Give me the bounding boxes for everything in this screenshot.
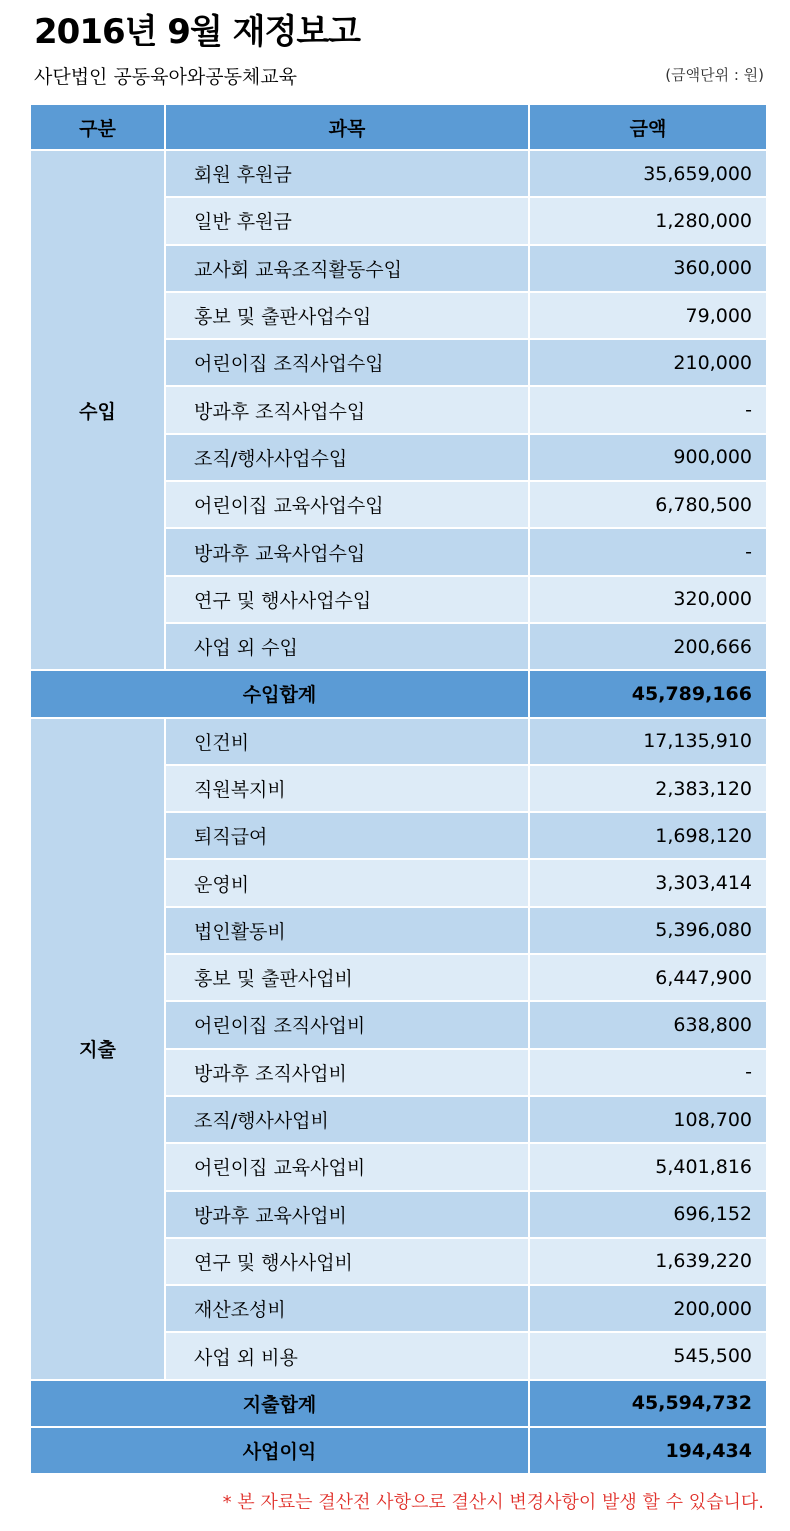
item-name: 어린이집 조직사업수입 bbox=[166, 340, 528, 385]
income-total-label: 수입합계 bbox=[31, 671, 528, 716]
currency-unit-note: (금액단위 : 원) bbox=[665, 66, 764, 84]
profit-row bbox=[31, 1428, 766, 1473]
item-name: 어린이집 교육사업비 bbox=[166, 1144, 528, 1189]
item-name: 일반 후원금 bbox=[166, 198, 528, 243]
item-amount: 17,135,910 bbox=[530, 719, 766, 764]
item-amount: 6,780,500 bbox=[530, 482, 766, 527]
item-amount: 696,152 bbox=[530, 1192, 766, 1237]
item-name: 교사회 교육조직활동수입 bbox=[166, 246, 528, 291]
item-name: 방과후 교육사업수입 bbox=[166, 529, 528, 574]
header-item: 과목 bbox=[166, 105, 528, 149]
item-name: 연구 및 행사사업수입 bbox=[166, 577, 528, 622]
item-amount: 1,280,000 bbox=[530, 198, 766, 243]
item-amount: 2,383,120 bbox=[530, 766, 766, 811]
item-name: 법인활동비 bbox=[166, 908, 528, 953]
item-amount: 545,500 bbox=[530, 1333, 766, 1378]
item-name: 연구 및 행사사업비 bbox=[166, 1239, 528, 1284]
item-amount: 5,396,080 bbox=[530, 908, 766, 953]
expense-total-row bbox=[31, 1381, 766, 1426]
item-name: 조직/행사사업비 bbox=[166, 1097, 528, 1142]
item-name: 어린이집 교육사업수입 bbox=[166, 482, 528, 527]
item-amount: 1,639,220 bbox=[530, 1239, 766, 1284]
expense-category-cell: 지출 bbox=[31, 719, 164, 1379]
item-amount: 360,000 bbox=[530, 246, 766, 291]
item-amount: 108,700 bbox=[530, 1097, 766, 1142]
item-amount: 200,000 bbox=[530, 1286, 766, 1331]
page-title: 2016년 9월 재정보고 bbox=[34, 12, 361, 52]
item-name: 사업 외 수입 bbox=[166, 624, 528, 669]
item-name: 홍보 및 출판사업비 bbox=[166, 955, 528, 1000]
finance-table bbox=[29, 103, 768, 1475]
item-amount: 6,447,900 bbox=[530, 955, 766, 1000]
item-amount: 210,000 bbox=[530, 340, 766, 385]
item-name: 홍보 및 출판사업수입 bbox=[166, 293, 528, 338]
income-category-cell: 수입 bbox=[31, 151, 164, 669]
item-amount: 200,666 bbox=[530, 624, 766, 669]
header-amount: 금액 bbox=[530, 105, 766, 149]
item-amount: 35,659,000 bbox=[530, 151, 766, 196]
table-row bbox=[31, 719, 766, 764]
item-amount: 638,800 bbox=[530, 1002, 766, 1047]
organization-name: 사단법인 공동육아와공동체교육 bbox=[34, 66, 297, 88]
income-total-amount: 45,789,166 bbox=[530, 671, 766, 716]
table-row bbox=[31, 151, 766, 196]
item-amount: 1,698,120 bbox=[530, 813, 766, 858]
item-amount: - bbox=[530, 387, 766, 432]
item-name: 회원 후원금 bbox=[166, 151, 528, 196]
expense-total-amount: 45,594,732 bbox=[530, 1381, 766, 1426]
table-header-row bbox=[31, 105, 766, 149]
disclaimer-note: * 본 자료는 결산전 사항으로 결산시 변경사항이 발생 할 수 있습니다. bbox=[222, 1492, 764, 1513]
header-category: 구분 bbox=[31, 105, 164, 149]
item-amount: 5,401,816 bbox=[530, 1144, 766, 1189]
item-name: 방과후 조직사업수입 bbox=[166, 387, 528, 432]
item-amount: 900,000 bbox=[530, 435, 766, 480]
item-name: 인건비 bbox=[166, 719, 528, 764]
profit-label: 사업이익 bbox=[31, 1428, 528, 1473]
item-amount: 3,303,414 bbox=[530, 860, 766, 905]
item-amount: - bbox=[530, 529, 766, 574]
expense-total-label: 지출합계 bbox=[31, 1381, 528, 1426]
item-name: 운영비 bbox=[166, 860, 528, 905]
item-name: 방과후 조직사업비 bbox=[166, 1050, 528, 1095]
item-name: 사업 외 비용 bbox=[166, 1333, 528, 1378]
item-amount: - bbox=[530, 1050, 766, 1095]
item-name: 직원복지비 bbox=[166, 766, 528, 811]
item-name: 어린이집 조직사업비 bbox=[166, 1002, 528, 1047]
item-amount: 320,000 bbox=[530, 577, 766, 622]
item-name: 재산조성비 bbox=[166, 1286, 528, 1331]
item-name: 방과후 교육사업비 bbox=[166, 1192, 528, 1237]
income-total-row bbox=[31, 671, 766, 716]
item-name: 조직/행사사업수입 bbox=[166, 435, 528, 480]
item-amount: 79,000 bbox=[530, 293, 766, 338]
item-name: 퇴직급여 bbox=[166, 813, 528, 858]
profit-amount: 194,434 bbox=[530, 1428, 766, 1473]
